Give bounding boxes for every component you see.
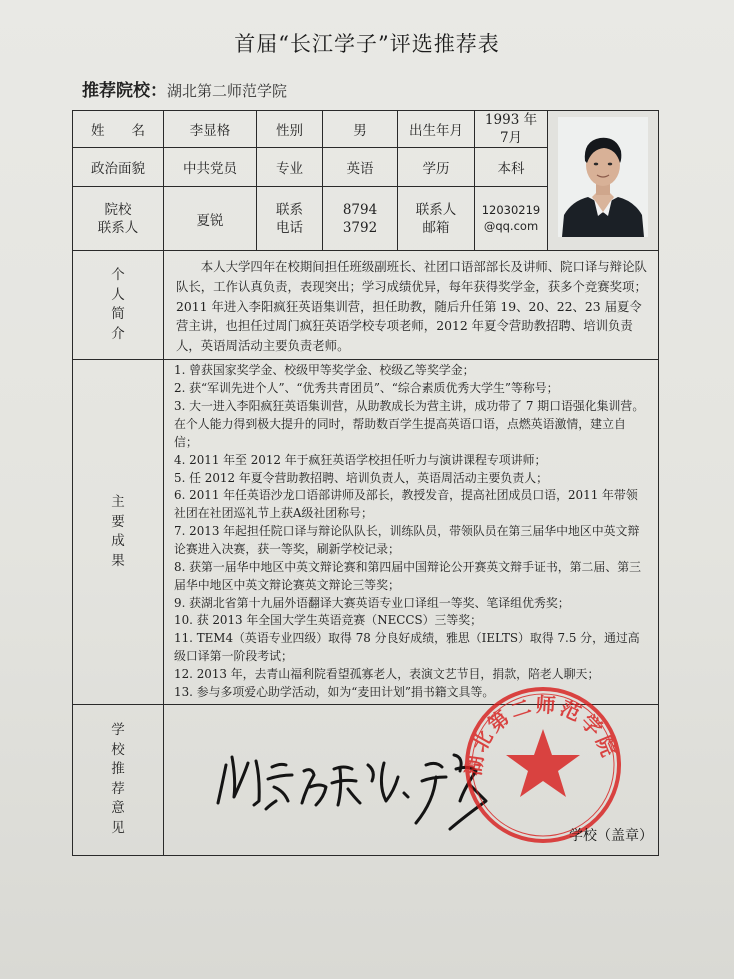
- stamp-label: 学校（盖章）: [569, 827, 653, 844]
- list-item: 1. 曾获国家奖学金、校级甲等奖学金、校级乙等奖学金；: [174, 363, 475, 378]
- stamp-text: 湖北第二师范学院: [461, 692, 623, 777]
- achievements-list: [174, 362, 648, 701]
- list-item: 2. 获“军训先进个人”、“优秀共青团员”、“综合素质优秀大学生”等称号；: [174, 381, 559, 396]
- opinion-label-char: 校: [111, 741, 125, 758]
- politics-value: 中共党员: [164, 148, 257, 187]
- bio-label: [73, 251, 164, 360]
- opinion-label-char: 学: [111, 722, 125, 739]
- opinion-label-char: 见: [111, 819, 125, 836]
- email-line1: 12030219: [481, 203, 541, 218]
- phone-label-line2: 电话: [276, 219, 303, 236]
- list-item: 3. 大一进入李阳疯狂英语集训营，从助教成长为营主讲，成功带了 7 期口语强化集训营。在个人能力得到极大提升的同时，帮助数百学生提高英语口语，点燃英语激情，建立自信；: [174, 399, 645, 449]
- birth-year: 1993 年: [484, 112, 538, 128]
- gender-value: 男: [323, 111, 398, 148]
- phone-label-line1: 联系: [276, 201, 303, 218]
- opinion-label-char: 荐: [111, 780, 125, 797]
- opinion-cell: [164, 692, 659, 855]
- phone-line2: 3792: [342, 219, 378, 236]
- list-item: 11. TEM4（英语专业四级）取得 78 分良好成绩，雅思（IELTS）取得 7.5 分，通过高级口译第一阶段考试；: [174, 631, 640, 664]
- list-item: 5. 任 2012 年夏令营助教招聘、培训负责人，英语周活动主要负责人；: [174, 470, 548, 485]
- form-title: 首届“长江学子”评选推荐表: [234, 32, 500, 56]
- email-label-line2: 邮箱: [422, 219, 450, 236]
- contact-label-line1: 院校: [104, 201, 132, 218]
- bio-label-char: 简: [111, 306, 125, 323]
- bio-text: 本人大学四年在校期间担任班级副班长、社团口语部部长及讲师、院口译与辩论队队长，工作认真负责，表现突出；学习成绩优异，每年获得奖学金，获多个竞赛奖项；2011 年进入李阳疯狂英语集训营，担任助教，随后升任第 19、20、22、23 届夏令营主讲，也担任过周门疯狂英语学校专项老师，2012 年夏令营助教招聘、培训负责人，英语周活动主要负责老师。: [164, 251, 659, 360]
- contact-label-line2: 联系人: [97, 219, 139, 236]
- major-label: 专业: [257, 148, 323, 187]
- birth-month: 7月: [499, 130, 523, 147]
- bio-label-char: 人: [111, 286, 125, 303]
- list-item: 8. 获第一届华中地区中英文辩论赛和第四届中国辩论公开赛英文辩手证书，第二届、第三届华中地区中英文辩论赛英文辩论三等奖；: [174, 559, 641, 592]
- achievements-label-char: 要: [111, 513, 125, 530]
- achievements-list-cell: [164, 360, 659, 704]
- row-opinion: [73, 704, 659, 855]
- email-value: [475, 187, 548, 251]
- recommendation-table: [72, 110, 659, 856]
- list-item: 12. 2013 年，去青山福利院看望孤寡老人，表演文艺节目，捐款，陪老人聊天；: [174, 667, 600, 682]
- birth-value: [475, 111, 548, 148]
- row-bio: [73, 251, 659, 360]
- portrait-photo-icon: [558, 117, 648, 237]
- achievements-label: [73, 360, 164, 704]
- list-item: 7. 2013 年起担任院口译与辩论队队长，训练队员，带领队员在第三届华中地区中英文辩论赛进入决赛，获一等奖，刷新学校记录；: [174, 524, 640, 556]
- contact-label: [73, 187, 164, 251]
- achievements-label-char: 主: [111, 493, 125, 510]
- email-label: [398, 187, 475, 251]
- politics-label: 政治面貌: [73, 148, 164, 187]
- contact-name: 夏锐: [164, 187, 257, 251]
- name-label: 姓 名: [73, 111, 164, 148]
- email-label-line1: 联系人: [415, 201, 457, 218]
- row-achievements: [73, 360, 659, 704]
- opinion-label-char: 意: [111, 800, 125, 817]
- row-basic-1: [73, 111, 659, 148]
- list-item: 6. 2011 年任英语沙龙口语部讲师及部长，教授发音，提高社团成员口语，2011 年带领社团在社团巡礼节上获A级社团称号；: [174, 488, 638, 521]
- education-value: 本科: [475, 148, 548, 187]
- opinion-label: [73, 704, 164, 855]
- gender-label: 性别: [257, 111, 323, 148]
- major-value: 英语: [323, 148, 398, 187]
- list-item: 10. 获 2013 年全国大学生英语竞赛（NECCS）三等奖；: [174, 613, 483, 628]
- birth-label: 出生年月: [398, 111, 475, 148]
- name-value: 李显格: [164, 111, 257, 148]
- email-line2: @qq.com: [483, 218, 539, 233]
- phone-line1: 8794: [342, 201, 378, 218]
- red-seal-star-icon: [452, 685, 634, 845]
- list-item: 4. 2011 年至 2012 年于疯狂英语学校担任听力与演讲课程专项讲师；: [174, 452, 547, 467]
- school-label: 推荐院校：: [82, 81, 167, 101]
- education-label: 学历: [398, 148, 475, 187]
- opinion-label-char: 推: [111, 761, 125, 778]
- photo-cell: [548, 111, 659, 251]
- list-item: 13. 参与多项爱心助学活动，如为“麦田计划”捐书籍文具等。: [174, 684, 495, 699]
- bio-label-char: 个: [111, 267, 125, 284]
- recommending-school: [82, 76, 287, 101]
- school-value: 湖北第二师范学院: [167, 82, 288, 100]
- bio-label-char: 介: [111, 325, 125, 342]
- list-item: 9. 获湖北省第十九届外语翻译大赛英语专业口译组一等奖、笔译组优秀奖；: [174, 595, 570, 610]
- achievements-label-char: 果: [111, 552, 125, 569]
- phone-label: [257, 187, 323, 251]
- phone-value: [323, 187, 398, 251]
- achievements-label-char: 成: [111, 533, 125, 550]
